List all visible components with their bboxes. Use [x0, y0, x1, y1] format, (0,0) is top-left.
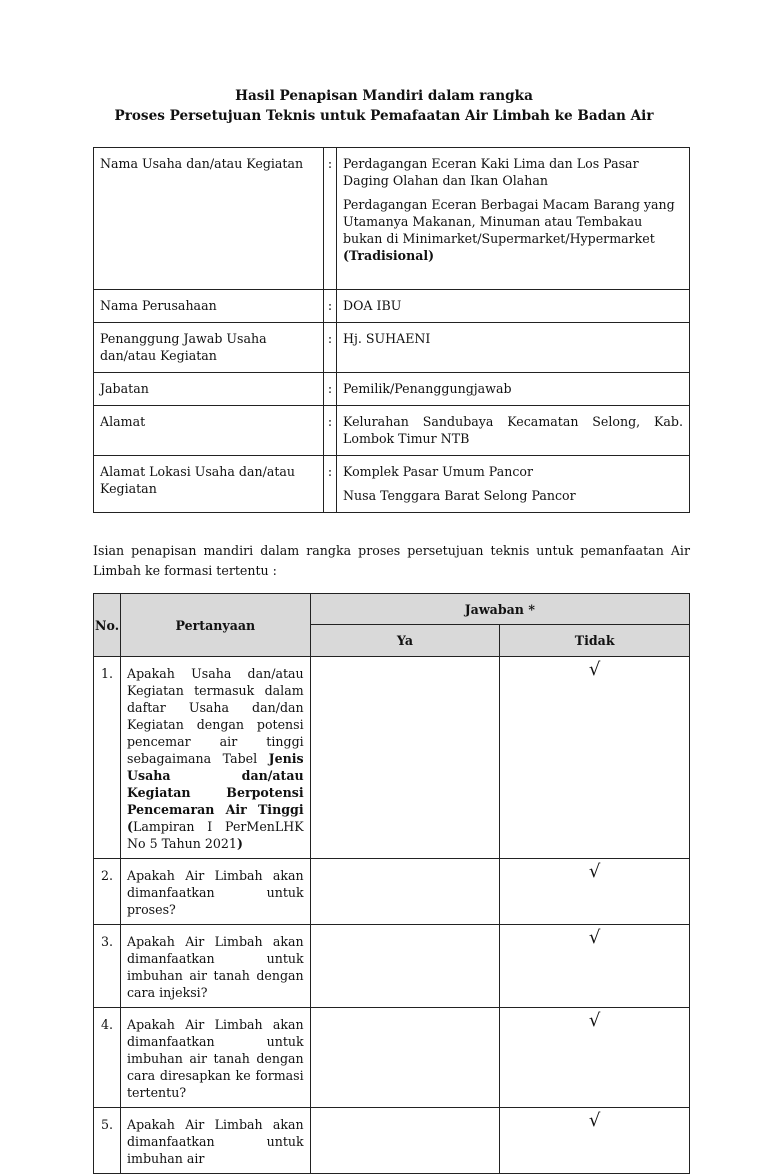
person-in-charge: Hj. SUHAENI: [337, 323, 690, 373]
answer-no-check: √: [500, 859, 690, 925]
header-row: [94, 594, 690, 625]
colon: :: [324, 290, 337, 323]
question-number: 2.: [94, 859, 121, 925]
header-no-answer: Tidak: [500, 625, 690, 657]
header-question: Pertanyaan: [121, 594, 311, 657]
table-row: [94, 406, 690, 456]
answer-no-check: √: [500, 1008, 690, 1108]
table-row: [94, 290, 690, 323]
colon: :: [324, 406, 337, 456]
table-row: [94, 1008, 690, 1108]
document-title: Hasil Penapisan Mandiri dalam rangka: [235, 88, 533, 104]
answer-yes-cell: [310, 657, 500, 859]
table-row: [94, 148, 690, 290]
header-answer: Jawaban *: [310, 594, 689, 625]
question-text: [121, 657, 311, 859]
header-no: No.: [94, 594, 121, 657]
question-number: 5.: [94, 1108, 121, 1174]
table-row: [94, 859, 690, 925]
question-text-a: Apakah Usaha dan/atau Kegiatan termasuk dalam daftar Usaha dan/dan Kegiatan dengan potensi pencemar air tinggi sebagaimana Tabel: [127, 666, 304, 766]
question-text-table-name: Jenis Usaha dan/atau Kegiatan Berpotensi Pencemaran Air Tinggi: [127, 751, 304, 817]
question-number: 3.: [94, 925, 121, 1008]
colon: :: [324, 456, 337, 513]
colon: :: [324, 148, 337, 290]
question-text: Apakah Air Limbah akan dimanfaatkan untuk imbuhan air: [121, 1108, 311, 1174]
position: Pemilik/Penanggungjawab: [337, 373, 690, 406]
table-row: [94, 373, 690, 406]
table-row: [94, 456, 690, 513]
business-activity-2: [343, 196, 683, 264]
table-row: [94, 657, 690, 859]
colon: :: [324, 323, 337, 373]
address: Kelurahan Sandubaya Kecamatan Selong, Kab. Lombok Timur NTB: [337, 406, 690, 456]
business-activity-2-text: Perdagangan Eceran Berbagai Macam Barang yang Utamanya Makanan, Minuman atau Tembakau bukan di Minimarket/Supermarket/Hypermarket: [343, 197, 675, 246]
company-name: DOA IBU: [337, 290, 690, 323]
answer-no-check: √: [500, 1108, 690, 1174]
question-number: 4.: [94, 1008, 121, 1108]
info-label: Penanggung Jawab Usaha dan/atau Kegiatan: [94, 323, 324, 373]
business-info-table: [93, 147, 690, 513]
info-label: Nama Usaha dan/atau Kegiatan: [94, 148, 324, 290]
answer-yes-cell: [310, 1008, 500, 1108]
answer-no-check: √: [500, 657, 690, 859]
question-text: Apakah Air Limbah akan dimanfaatkan untuk proses?: [121, 859, 311, 925]
answer-no-check: √: [500, 925, 690, 1008]
screening-table: [93, 593, 690, 1174]
location-line-2: Nusa Tenggara Barat Selong Pancor: [343, 488, 576, 503]
info-label: Nama Perusahaan: [94, 290, 324, 323]
table-row: [94, 323, 690, 373]
colon: :: [324, 373, 337, 406]
document-subtitle: Proses Persetujuan Teknis untuk Pemafaatan Air Limbah ke Badan Air: [114, 108, 654, 124]
table-row: [94, 1108, 690, 1174]
question-text-paren-close: ): [236, 836, 243, 851]
question-text: Apakah Air Limbah akan dimanfaatkan untuk imbuhan air tanah dengan cara diresapkan ke formasi tertentu?: [121, 1008, 311, 1108]
question-text-reference: Lampiran I PerMenLHK No 5 Tahun 2021: [127, 819, 304, 851]
info-label: Alamat: [94, 406, 324, 456]
info-label: Alamat Lokasi Usaha dan/atau Kegiatan: [94, 456, 324, 513]
question-text-paren-open: (: [127, 819, 133, 834]
answer-yes-cell: [310, 1108, 500, 1174]
info-value: [337, 148, 690, 290]
business-activity-1: Perdagangan Eceran Kaki Lima dan Los Pasar Daging Olahan dan Ikan Olahan: [343, 156, 639, 188]
business-location: [337, 456, 690, 513]
answer-yes-cell: [310, 925, 500, 1008]
header-yes: Ya: [310, 625, 500, 657]
question-text: Apakah Air Limbah akan dimanfaatkan untuk imbuhan air tanah dengan cara injeksi?: [121, 925, 311, 1008]
answer-yes-cell: [310, 859, 500, 925]
question-number: 1.: [94, 657, 121, 859]
table-row: [94, 925, 690, 1008]
info-label: Jabatan: [94, 373, 324, 406]
screening-intro: Isian penapisan mandiri dalam rangka proses persetujuan teknis untuk pemanfaatan Air Limbah ke formasi tertentu :: [93, 543, 690, 578]
location-line-1: Komplek Pasar Umum Pancor: [343, 464, 533, 479]
business-activity-2-tail: (Tradisional): [343, 248, 435, 263]
